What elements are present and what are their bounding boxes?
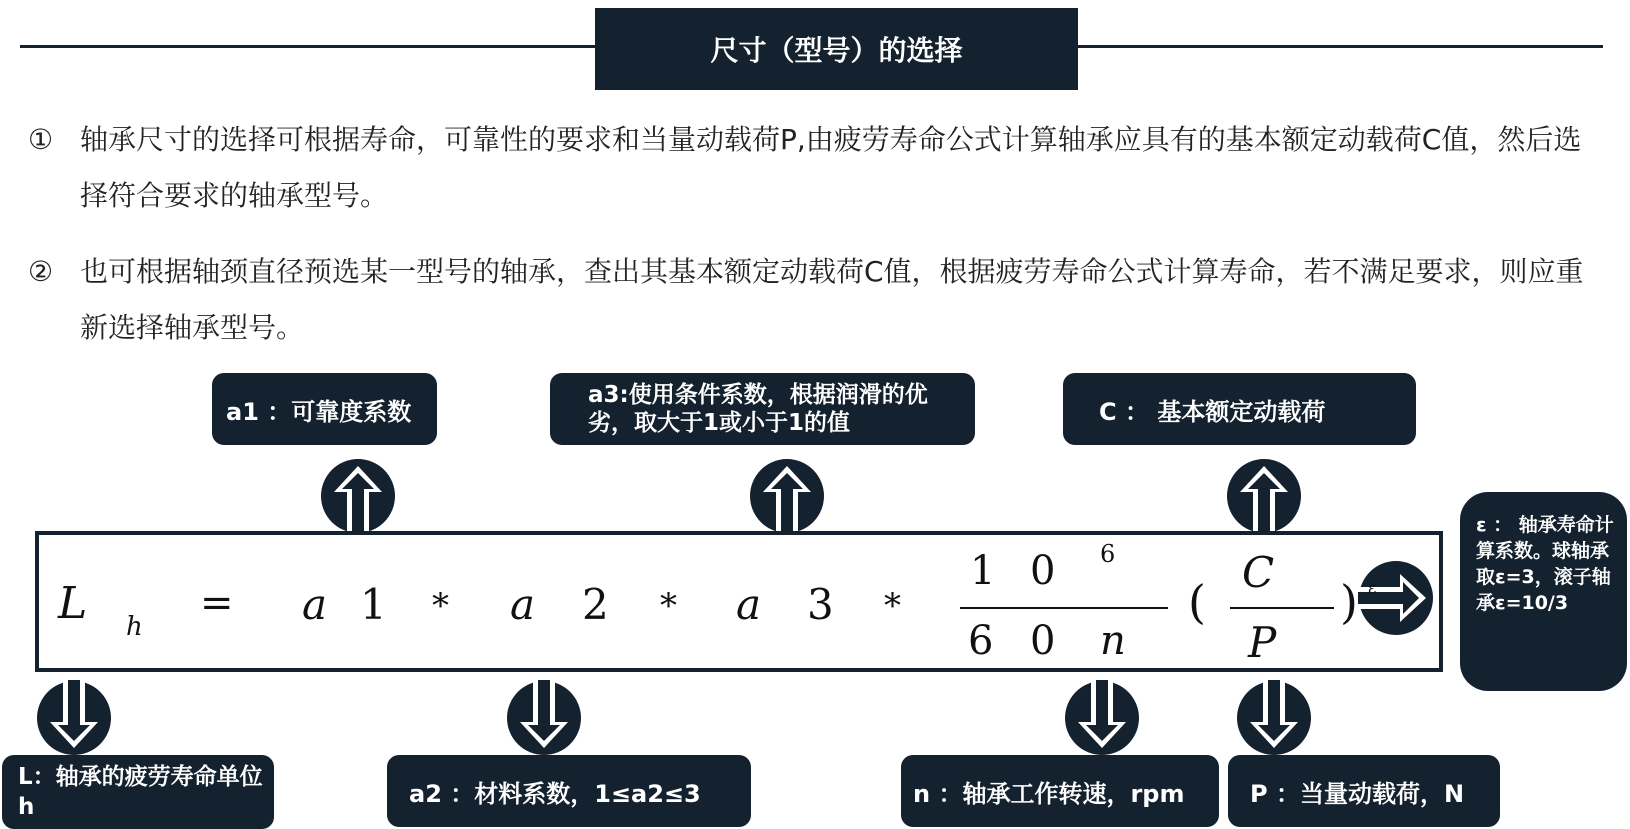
- arrow-up-icon: [320, 458, 396, 534]
- formula-a1-1: 1: [360, 580, 387, 629]
- label-a3-text: a3:使用条件系数，根据润滑的优劣，取大于1或小于1的值: [588, 382, 928, 436]
- paragraph-2: [28, 244, 1598, 356]
- formula-star-3: *: [884, 586, 901, 626]
- label-c: [1063, 373, 1416, 445]
- formula-a2-2: 2: [582, 580, 609, 629]
- formula-numerator-0: 0: [1030, 548, 1056, 594]
- label-l: [2, 755, 274, 829]
- label-c-text: C ： 基本额定动载荷: [1099, 397, 1326, 426]
- formula-a2-a: a: [510, 580, 536, 629]
- formula-left-paren: (: [1188, 575, 1206, 629]
- paragraph-2-text: 也可根据轴颈直径预选某一型号的轴承，查出其基本额定动载荷C值，根据疲劳寿命公式计算寿命，若不满足要求，则应重新选择轴承型号。: [80, 255, 1584, 344]
- formula-denominator-6: 6: [968, 618, 994, 664]
- header-line-left: [20, 45, 595, 48]
- formula-numerator-1: 1: [970, 548, 996, 594]
- label-epsilon-text: ε ： 轴承寿命计算系数。球轴承取ε=3，滚子轴承ε=10/3: [1476, 514, 1614, 614]
- formula-right-paren: ): [1340, 575, 1358, 629]
- label-a2: [387, 755, 751, 827]
- formula-epsilon: ε: [1368, 578, 1377, 597]
- label-l-text: L：轴承的疲劳寿命单位h: [18, 764, 263, 820]
- arrow-right-icon: [1358, 560, 1434, 636]
- formula-denominator-n: n: [1100, 618, 1126, 664]
- label-p-text: P ：当量动载荷，N: [1250, 779, 1465, 808]
- arrow-up-icon: [1226, 458, 1302, 534]
- formula-a3-a: a: [736, 580, 762, 629]
- paragraph-1-text: 轴承尺寸的选择可根据寿命，可靠性的要求和当量动载荷P,由疲劳寿命公式计算轴承应具有的基本额定动载荷C值，然后选择符合要求的轴承型号。: [80, 123, 1582, 212]
- label-n-text: n ：轴承工作转速，rpm: [913, 779, 1185, 808]
- label-a3: [550, 373, 975, 445]
- formula-equals: =: [200, 580, 234, 626]
- arrow-down-icon: [1064, 680, 1140, 756]
- formula-star-1: *: [432, 586, 449, 626]
- label-a1-text: a1 ：可靠度系数: [226, 397, 412, 426]
- formula-L: L: [58, 578, 88, 629]
- arrow-up-icon: [749, 458, 825, 534]
- formula-P: P: [1248, 618, 1277, 667]
- formula-C: C: [1242, 548, 1275, 597]
- formula-h: h: [126, 612, 143, 642]
- fraction-line-2: [1230, 607, 1334, 609]
- fraction-line-1: [960, 607, 1168, 609]
- paragraph-1: [28, 112, 1598, 224]
- formula-denominator-0: 0: [1030, 618, 1056, 664]
- arrow-down-icon: [1236, 680, 1312, 756]
- header-line-right: [1078, 45, 1603, 48]
- label-a2-text: a2 ：材料系数，1≤a2≤3: [409, 779, 701, 808]
- formula-exponent-6: 6: [1100, 540, 1116, 568]
- label-a1: [212, 373, 437, 445]
- paragraph-1-number: ①: [28, 123, 54, 156]
- label-epsilon: [1460, 492, 1627, 691]
- label-n: [901, 755, 1219, 827]
- page-title: [595, 8, 1078, 90]
- paragraph-2-number: ②: [28, 255, 54, 288]
- formula-star-2: *: [660, 586, 677, 626]
- label-p: [1228, 755, 1500, 827]
- formula-a1-a: a: [302, 580, 328, 629]
- arrow-down-icon: [36, 680, 112, 756]
- formula-a3-3: 3: [807, 580, 834, 629]
- page-title-text: 尺寸（型号）的选择: [710, 34, 963, 67]
- arrow-down-icon: [506, 680, 582, 756]
